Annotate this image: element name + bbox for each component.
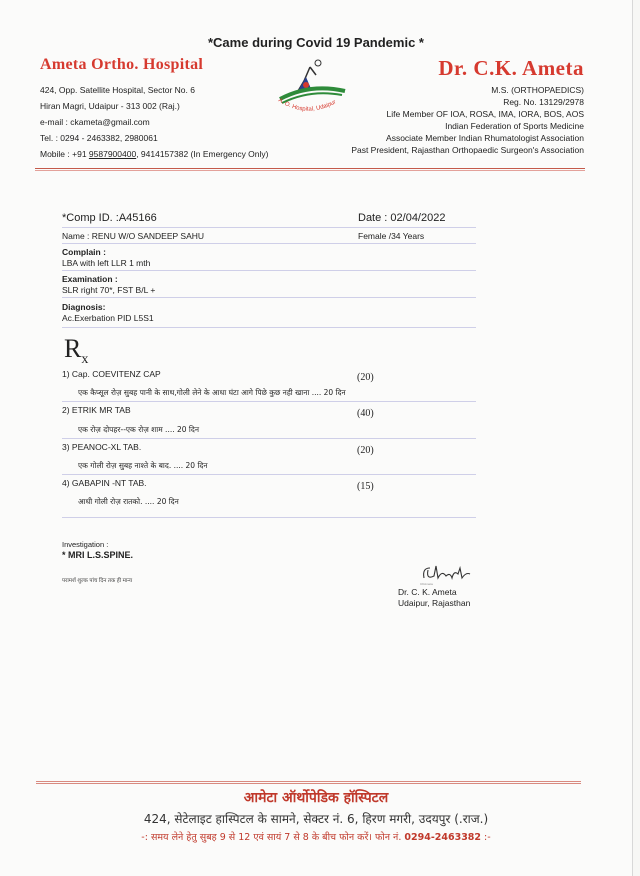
signer-name: Dr. C. K. Ameta bbox=[398, 587, 457, 597]
footer-title: आमेटा ऑर्थोपेडिक हॉस्पिटल bbox=[243, 790, 389, 806]
divider bbox=[62, 517, 476, 518]
examination-label: Examination : bbox=[62, 274, 118, 284]
divider bbox=[62, 438, 476, 439]
rx-symbol: $R_x$ bbox=[64, 334, 89, 368]
comp-id: *Comp ID. :A45166 bbox=[62, 212, 157, 224]
medicine-name: 1) Cap. COEVITENZ CAP bbox=[62, 369, 161, 379]
divider bbox=[62, 474, 476, 475]
gender-age: Female /34 Years bbox=[358, 231, 425, 241]
hospital-logo bbox=[270, 55, 355, 120]
divider bbox=[62, 327, 476, 328]
complain-value: LBA with left LLR 1 mth bbox=[62, 258, 151, 268]
divider bbox=[62, 243, 476, 244]
medicine-qty: (15) bbox=[357, 481, 374, 492]
signer-place: Udaipur, Rajasthan bbox=[398, 598, 471, 608]
mobile: Mobile : +91 9587900400, 9414157382 (In Emergency Only) bbox=[40, 149, 269, 159]
diagnosis-value: Ac.Exerbation PID L5S1 bbox=[62, 313, 154, 323]
degree: M.S. (ORTHOPAEDICS) bbox=[491, 85, 584, 95]
complain-label: Complain : bbox=[62, 247, 106, 257]
medicine-instruction: एक गोली रोज़ सुबह नाश्ते के बाद. .... 20 दिन bbox=[78, 461, 208, 470]
telephone: Tel. : 0294 - 2463382, 2980061 bbox=[40, 133, 158, 143]
address-line-1: 424, Opp. Satellite Hospital, Sector No. 6 bbox=[40, 85, 195, 95]
medicine-name: 2) ETRIK MR TAB bbox=[62, 405, 131, 415]
footer-divider-2 bbox=[36, 783, 581, 784]
hospital-name: Ameta Ortho. Hospital bbox=[40, 56, 204, 73]
mobile-primary: 9587900400 bbox=[88, 149, 137, 159]
membership: Life Member OF IOA, ROSA, IMA, IORA, BOS, AOS bbox=[386, 109, 584, 119]
header-divider bbox=[35, 168, 585, 169]
header-divider-2 bbox=[35, 170, 585, 171]
svg-text:CKAmeta: CKAmeta bbox=[420, 582, 433, 586]
footer-timing: -: समय लेने हेतु सुबह 9 से 12 एवं सायं 7 से 8 के बीच फोन करें। फोन नं. 0294-2463382 :- bbox=[141, 832, 491, 843]
svg-text:A. O. Hospital, Udaipur bbox=[277, 98, 337, 113]
patient-name: Name : RENU W/O SANDEEP SAHU bbox=[62, 231, 205, 241]
date: Date : 02/04/2022 bbox=[358, 212, 446, 224]
examination-value: SLR right 70*, FST B/L + bbox=[62, 285, 156, 295]
divider bbox=[62, 270, 476, 271]
medicine-name: 4) GABAPIN -NT TAB. bbox=[62, 478, 147, 488]
covid-note: *Came during Covid 19 Pandemic * bbox=[207, 35, 424, 50]
federation: Indian Federation of Sports Medicine bbox=[445, 121, 584, 131]
doctor-credentials bbox=[351, 84, 584, 156]
medicine-instruction: एक कैप्सूल रोज़ सुबह पानी के साथ,गोली लेने के आधा घंटा आगे पिछे कुछ नही खाना .... 20 दिन bbox=[78, 388, 346, 397]
logo-text: A. O. Hospital, Udaipur bbox=[276, 97, 338, 113]
divider bbox=[62, 297, 476, 298]
associate-member: Associate Member Indian Rhumatologist Association bbox=[386, 133, 584, 143]
fee-validity-note: परामर्श शुल्क पांच दिन तक ही मान्य bbox=[62, 578, 133, 584]
reg-no: Reg. No. 13129/2978 bbox=[503, 97, 584, 107]
medicine-qty: (20) bbox=[357, 372, 374, 383]
footer-address: 424, सेटेलाइट हास्पिटल के सामने, सेक्टर नं. 6, हिरण मगरी, उदयपुर (.राज.) bbox=[143, 812, 489, 826]
diagnosis-label: Diagnosis: bbox=[62, 302, 106, 312]
footer-phone: 0294-2463382 bbox=[404, 832, 482, 843]
medicine-qty: (40) bbox=[357, 408, 374, 419]
email: e-mail : ckameta@gmail.com bbox=[40, 117, 150, 127]
medicine-qty: (20) bbox=[357, 445, 374, 456]
footer-divider bbox=[36, 781, 581, 782]
signer-block bbox=[398, 587, 470, 609]
medicine-name: 3) PEANOC-XL TAB. bbox=[62, 442, 142, 452]
divider bbox=[62, 401, 476, 402]
address-line-2: Hiran Magri, Udaipur - 313 002 (Raj.) bbox=[40, 101, 180, 111]
medicine-instruction: एक रोज़ दोपहर--एक रोज़ शाम .... 20 दिन bbox=[78, 425, 199, 434]
past-president: Past President, Rajasthan Orthopaedic Surgeon's Association bbox=[351, 145, 584, 155]
hospital-contact bbox=[40, 82, 269, 162]
investigation-value: * MRI L.S.SPINE. bbox=[62, 550, 134, 560]
divider bbox=[62, 227, 476, 228]
investigation-label: Investigation : bbox=[62, 540, 109, 549]
doctor-name: Dr. C.K. Ameta bbox=[438, 56, 584, 80]
medicine-instruction: आधी गोली रोज़ रातको. .... 20 दिन bbox=[78, 497, 179, 506]
